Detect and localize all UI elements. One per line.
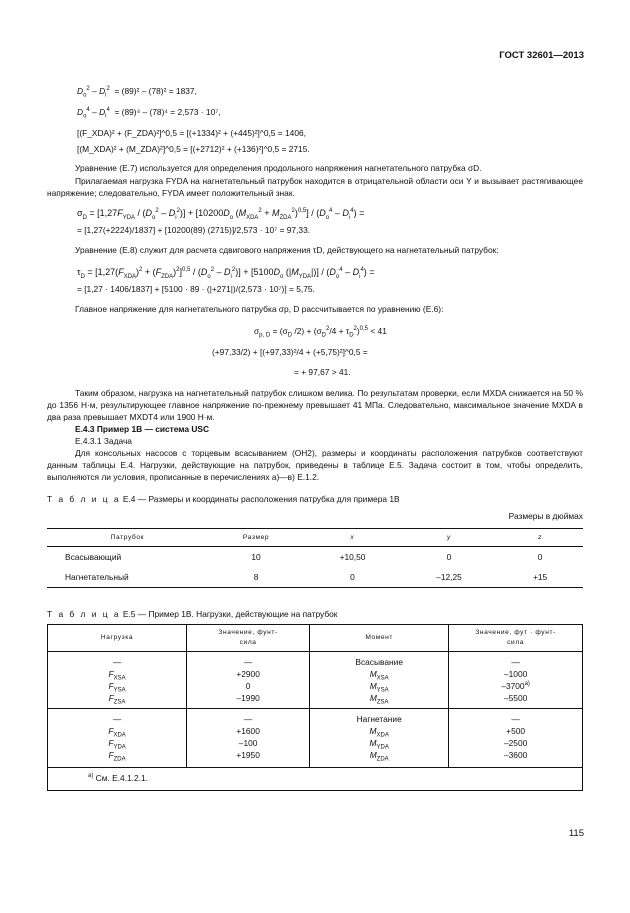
paragraph-e7: Уравнение (Е.7) используется для определения продольного напряжения нагнетательного патрубка σD.: [75, 163, 482, 173]
table-e5-header: Момент: [310, 625, 449, 652]
table-e4-header: Патрубок: [47, 529, 208, 547]
formula-force-resultant: [(F_XDA)² + (F_ZDA)²]^0,5 = [(+1334)² + (+445)²]^0,5 = 1406,: [77, 128, 306, 138]
formula-tau-calc: = [1,27 · 1406/1837] + [5100 · 89 · (|+271|)/(2,573 · 10⁷)] = 5,75.: [77, 284, 315, 294]
table-e4-caption: Т а б л и ц а Е.4 — Размеры и координаты расположения патрубка для примера 1В: [47, 494, 400, 504]
formula-tau-d: $\tau_D = [1,27(F_{XDA})^2 + (F_{ZDA})^2]^{0,5} / (D_o^2 - D_i^2)] + [5100D_o$ $(|M_{YDA}|)] / (D_o^4 - D_i^4)$ =: [77, 267, 375, 280]
paragraph-task: Для консольных насосов с торцевым всасыванием (ОН2), размеры и координаты расположения патрубков соответствуют данным таблицы Е.4. Нагрузки, действующие на патрубок, приведены в таблице Е.5. Задача состоит в том, чтобы определить, выполняются ли условия, прописанные в перечислениях а)—в) Е.1.2.: [47, 448, 583, 483]
table-row-suction: — $F_{XSA}$ $F_{YSA}$ $F_{ZSA}$ — +2900 0 –1990 Всасывание $M_{XSA}$ $M_{YSA}$ $M_{ZSA}$ — –1000 –3700$^{a)}$ –5500: [48, 652, 583, 709]
table-row: Нагнетательный 8 0 –12,25 +15: [65, 572, 548, 582]
formula-sigma-calc: = [1,27(+2224)/1837] + [10200(89) (2715)]/2,573 · 10⁷ = 97,33.: [77, 225, 311, 235]
formula-sigma-d: $\sigma_D = [1,27F_{YDA} / (D_o^2 - D_i^2)] + [10200D_o$ $(M_{XDA}^2 + M_{ZDA}^2)^{0,5}] / (D_o^4 - D_i^4)$ =: [77, 208, 365, 221]
page-number: 115: [568, 828, 584, 839]
paragraph-conclusion: Таким образом, нагрузка на нагнетательный патрубок слишком велика. По результатам проверки, если MXDA снижается на 50 % до 1356 Н·м, результирующее главное напряжение по-прежнему превышает 41 МПа. Следовательно, максимальное значение MXDA в два раза превышает MXDT4 или 1900 Н·м.: [47, 388, 583, 423]
formula-diameter-squared: $D_o^2 - D_i^2 = (89)^2 - (78)^2 = 1837$,: [77, 86, 197, 99]
table-e5-header: Значение, фунт-сила: [187, 625, 310, 652]
formula-principal-stress: $\sigma_{p, D} = (\sigma_D$ $/2) + (\sigma_D^2/4 + \tau_D^2)^{0,5} < 41$: [254, 326, 387, 339]
page-header: ГОСТ 32601—2013: [499, 50, 584, 61]
table-e5-caption: Т а б л и ц а Е.5 — Пример 1В. Нагрузки, действующие на патрубок: [47, 609, 338, 619]
table-e4-header: Размер: [208, 529, 304, 547]
table-footnote-row: $^{a)}$ См. Е.4.1.2.1.: [48, 768, 583, 791]
table-e4: [47, 528, 583, 588]
table-row-discharge: — $F_{XDA}$ $F_{YDA}$ $F_{ZDA}$ — +1600 –100 +1950 Нагнетание $M_{XDA}$ $M_{YDA}$ $M_{ZDA}$ — +500 –2500 –3600: [48, 709, 583, 768]
table-e5-header: Нагрузка: [48, 625, 187, 652]
table-e5-header: Значение, фут · фунт-сила: [449, 625, 583, 652]
table-e5: [47, 624, 583, 791]
paragraph-load: Прилагаемая нагрузка FYDA на нагнетательный патрубок находится в отрицательной области оси Y и вызывает растягивающее напряжение; следовательно, FYDA имеет положительный знак.: [47, 176, 583, 199]
section-heading-e43: Е.4.3 Пример 1В — система USC: [75, 424, 210, 434]
table-row: Всасывающий 10 +10,50 0 0: [65, 552, 543, 562]
formula-principal-calc: (+97,33/2) + [(+97,33)²/4 + (+5,75)²]^0,5 =: [212, 347, 368, 357]
table-e4-header: x: [304, 529, 400, 547]
table-e4-header: z: [497, 529, 583, 547]
paragraph-e6: Главное напряжение для нагнетательного патрубка σp, D рассчитывается по уравнению (Е.6):: [75, 304, 444, 314]
table-e4-header: y: [401, 529, 497, 547]
formula-moment-resultant: [(M_XDA)² + (M_ZDA)²]^0,5 = [(+2712)² + (+136)²]^0,5 = 2715.: [77, 144, 310, 154]
section-heading-e431: Е.4.3.1 Задача: [75, 436, 132, 446]
table-e4-units: Размеры в дюймах: [508, 511, 583, 521]
formula-diameter-fourth: $D_o^4 - D_i^4 = (89)^4 - (78)^4 = 2,573 \cdot 10^7$,: [77, 107, 221, 120]
paragraph-e8: Уравнение (Е.8) служит для расчета сдвигового напряжения τD, действующего на нагнетательный патрубок:: [75, 245, 499, 255]
formula-principal-result: = + 97,67 > 41.: [294, 367, 351, 377]
